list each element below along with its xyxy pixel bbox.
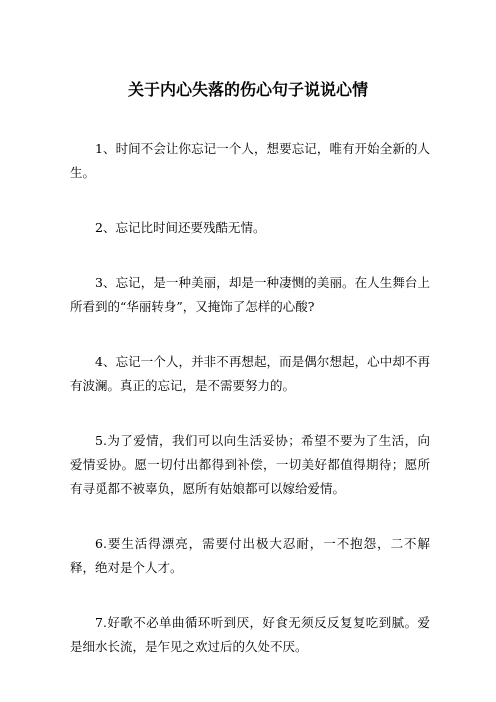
paragraph-6: 6.要生活得漂亮，需要付出极大忍耐，一不抱怨，二不解释，绝对是个人才。 [70,536,430,575]
document-title: 关于内心失落的伤心句子说说心情 [127,80,368,99]
paragraph-4: 4、忘记一个人，并非不再想起，而是偶尔想起，心中却不再有波澜。真正的忘记，是不需要努力的。 [70,354,430,393]
paragraph-2: 2、忘记比时间还要残酷无情。 [95,220,266,235]
paragraph-1: 1、时间不会让你忘记一个人，想要忘记，唯有开始全新的人生。 [70,141,430,180]
paragraph-7: 7.好歌不必单曲循环听到厌，好食无须反反复复吃到腻。爱是细水长流，是乍见之欢过后的久处不厌。 [70,615,430,654]
paragraph-5: 5.为了爱情，我们可以向生活妥协；希望不要为了生活，向爱情妥协。愿一切付出都得到补偿，一切美好都值得期待；愿所有寻觅都不被辜负，愿所有姑娘都可以嫁给爱情。 [70,433,430,496]
paragraph-3: 3、忘记，是一种美丽，却是一种凄恻的美丽。在人生舞台上所看到的“华丽转身”，又掩饰了怎样的心酸? [70,275,430,314]
document-body [70,137,430,690]
